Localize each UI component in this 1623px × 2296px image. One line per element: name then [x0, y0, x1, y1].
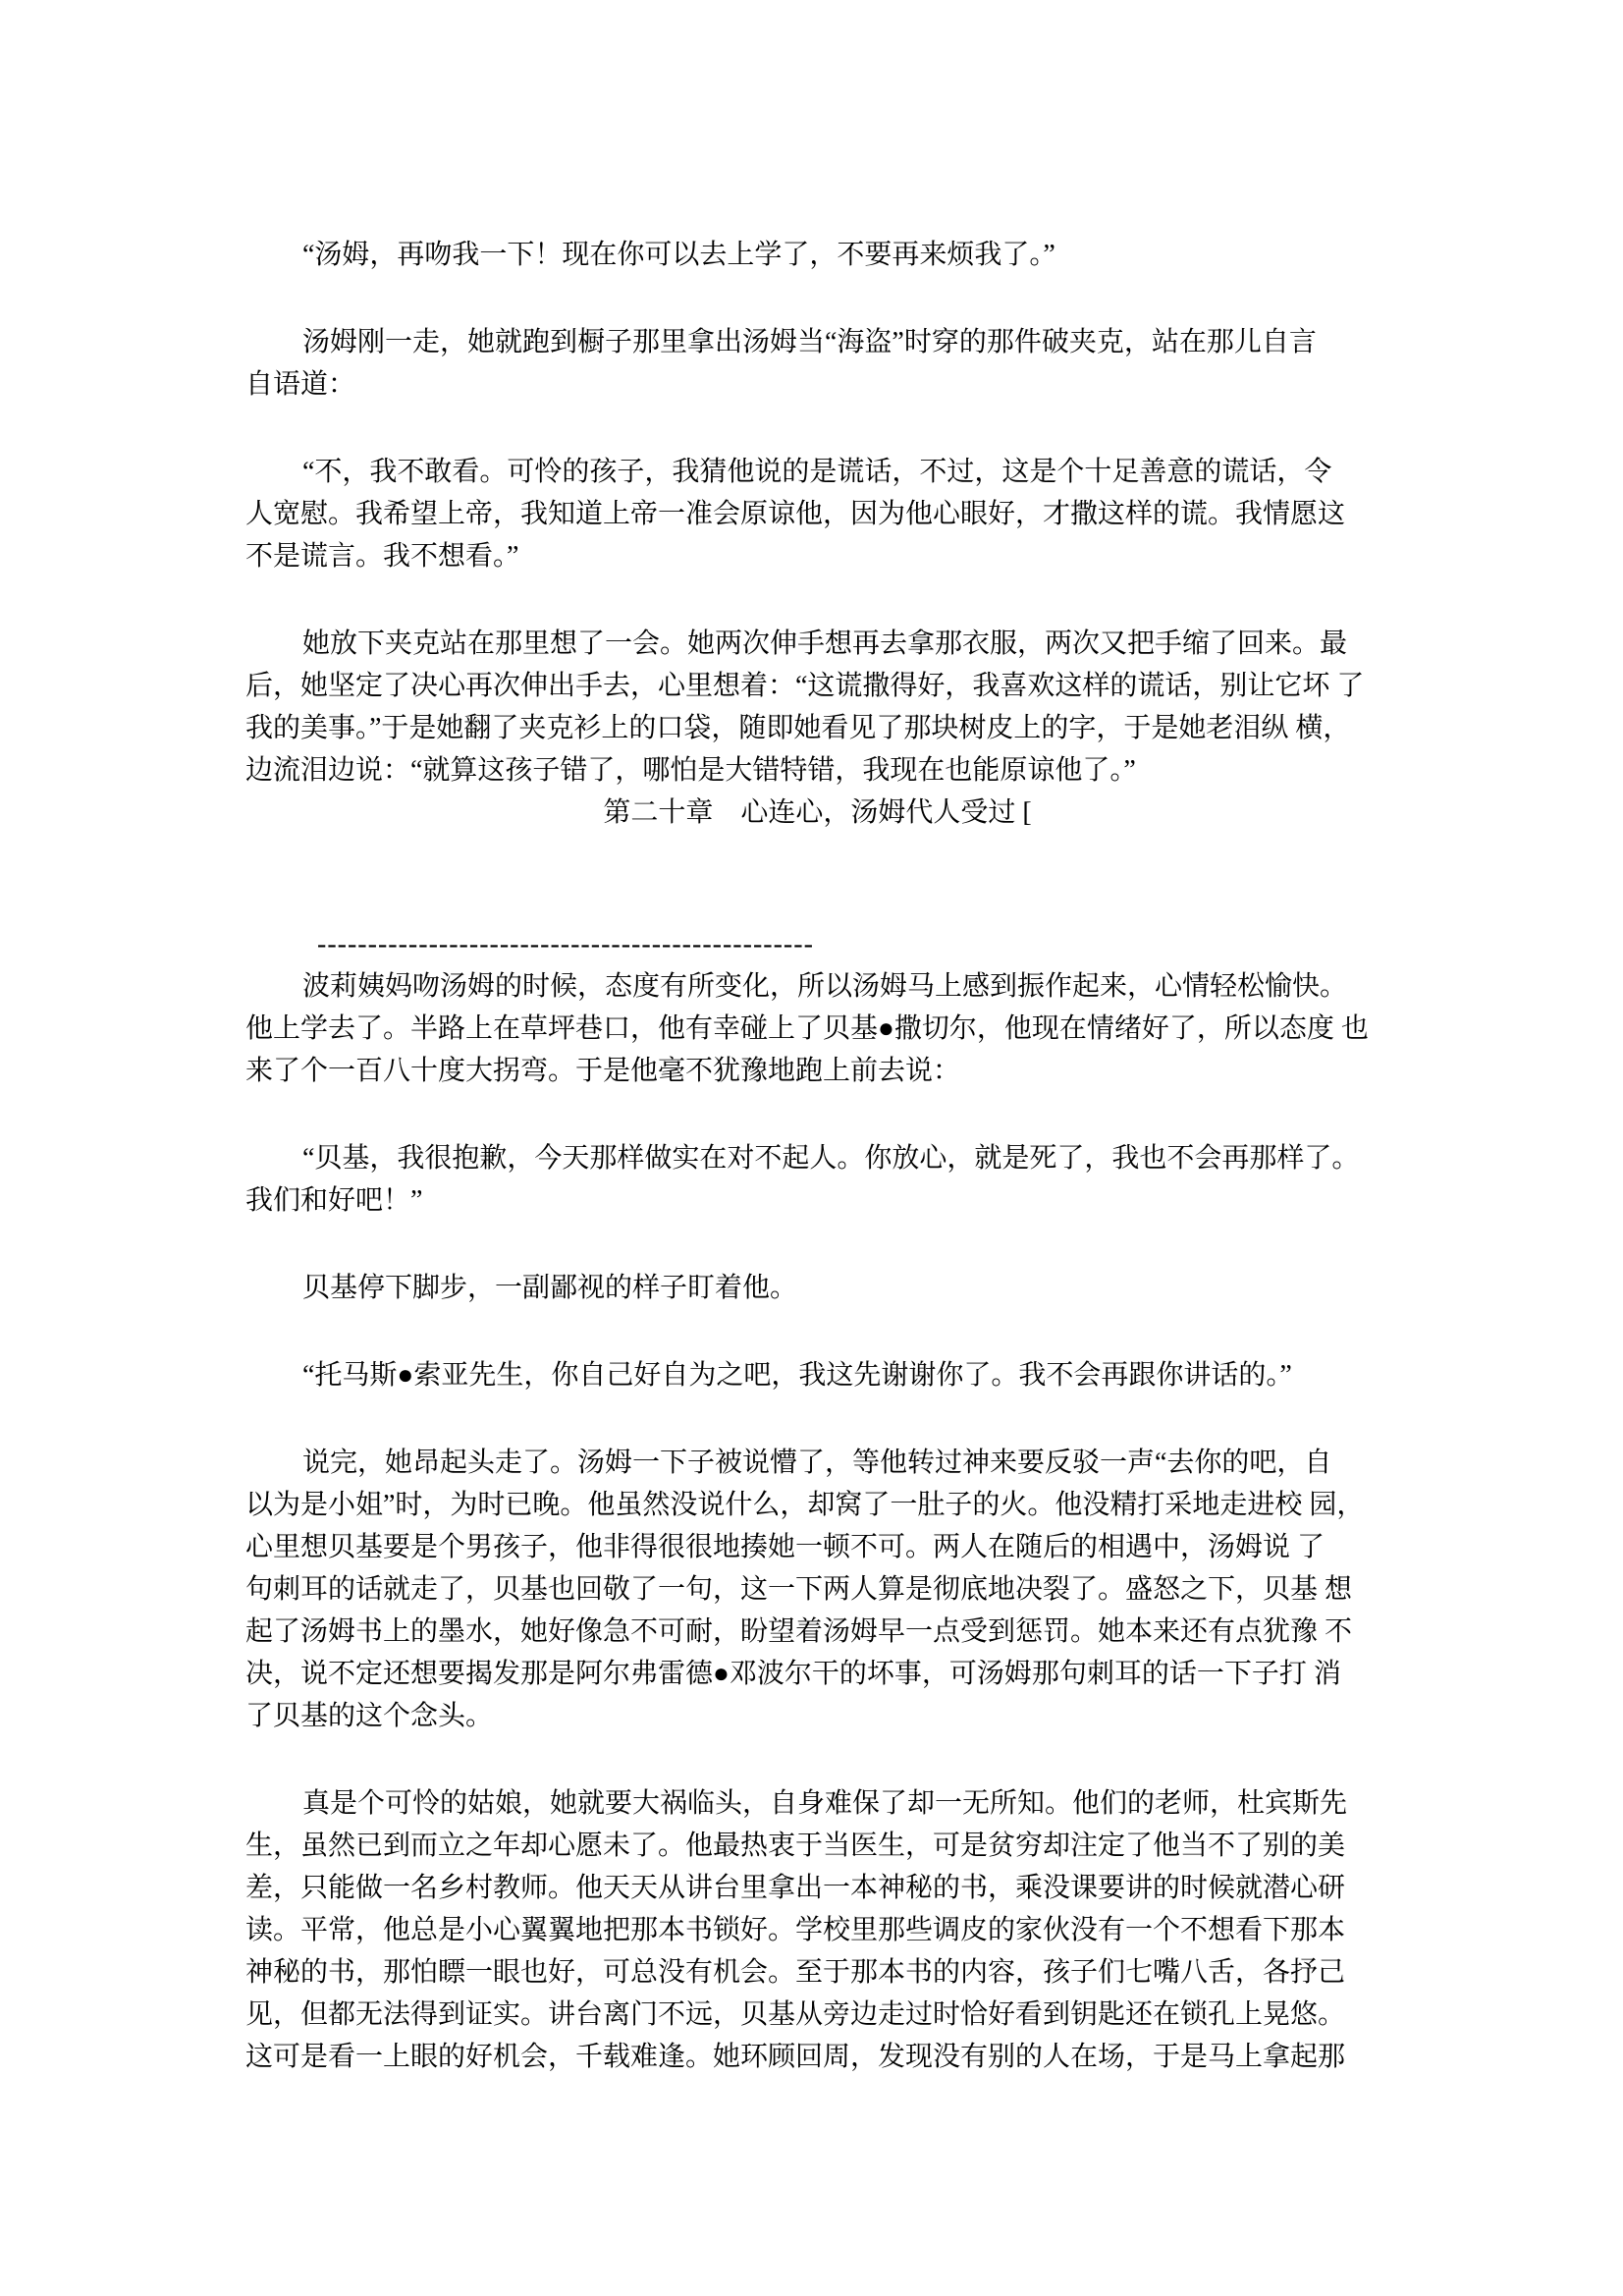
paragraph: [245, 1137, 1389, 1222]
text-line: 我们和好吧！”: [245, 1185, 423, 1216]
text-line: 神秘的书，那怕瞟一眼也好，可总没有机会。至于那本书的内容，孩子们七嘴八舌，各抒己: [245, 1957, 1346, 1988]
text-line: 来了个一百八十度大拐弯。于是他毫不犹豫地跑上前去说：: [245, 1056, 961, 1086]
text-line: 后，她坚定了决心再次伸出手去，心里想着：“这谎撒得好，我喜欢这样的谎话，别让它坏 了: [245, 671, 1365, 701]
text-line: 不是谎言。我不想看。”: [245, 541, 519, 572]
text-line: 这可是看一上眼的好机会，千载难逢。她环顾回周，发现没有别的人在场，于是马上拿起那: [245, 2042, 1346, 2072]
text-line: 他上学去了。半路上在草坪巷口，他有幸碰上了贝基●撒切尔，他现在情绪好了，所以态度 也: [245, 1013, 1369, 1044]
text-line: 以为是小姐”时，为时已晚。他虽然没说什么，却窝了一肚子的火。他没精打采地走进校 园，: [245, 1490, 1365, 1520]
text-line: “贝基，我很抱歉，今天那样做实在对不起人。你放心，就是死了，我也不会再那样了。: [302, 1143, 1360, 1174]
text-line: 差，只能做一名乡村教师。他天天从讲台里拿出一本神秘的书，乘没课要讲的时候就潜心研: [245, 1873, 1346, 1903]
paragraph: [245, 1442, 1389, 1737]
text-line: 人宽慰。我希望上帝，我知道上帝一准会原谅他，因为他心眼好，才撒这样的谎。我情愿这: [245, 499, 1346, 529]
separator-line: -------------------------------------------------: [317, 929, 814, 959]
text-line: 决，说不定还想要揭发那是阿尔弗雷德●邓波尔干的坏事，可汤姆那句刺耳的话一下子打 消: [245, 1659, 1341, 1689]
text-line: 起了汤姆书上的墨水，她好像急不可耐，盼望着汤姆早一点受到惩罚。她本来还有点犹豫 不: [245, 1616, 1353, 1647]
text-line: 汤姆刚一走，她就跑到橱子那里拿出汤姆当“海盗”时穿的那件破夹克，站在那儿自言: [302, 327, 1317, 357]
text-line: “不，我不敢看。可怜的孩子，我猜他说的是谎话，不过，这是个十足善意的谎话，令: [302, 457, 1332, 487]
text-line: 我的美事。”于是她翻了夹克衫上的口袋，随即她看见了那块树皮上的字，于是她老泪纵 横，: [245, 713, 1351, 743]
text-line: 波莉姨妈吻汤姆的时候，态度有所变化，所以汤姆马上感到振作起来，心情轻松愉快。: [302, 971, 1348, 1002]
text-line: 见，但都无法得到证实。讲台离门不远，贝基从旁边走过时恰好看到钥匙还在锁孔上晃悠。: [245, 1999, 1346, 2030]
paragraph: [245, 965, 1389, 1092]
text-line: “汤姆，再吻我一下！现在你可以去上学了，不要再来烦我了。”: [302, 240, 1055, 270]
text-line: 边流泪边说：“就算这孩子错了，哪怕是大错特错，我现在也能原谅他了。”: [245, 755, 1136, 786]
text-line: 句刺耳的话就走了，贝基也回敬了一句，这一下两人算是彻底地决裂了。盛怒之下，贝基 想: [245, 1574, 1353, 1605]
text-line: 心里想贝基要是个男孩子，他非得很很地揍她一顿不可。两人在随后的相遇中，汤姆说 了: [245, 1532, 1325, 1562]
text-line: 生，虽然已到而立之年却心愿未了。他最热衷于当医生，可是贫穷却注定了他当不了别的美: [245, 1831, 1346, 1861]
chapter-heading: 第二十章 心连心，汤姆代人受过 [: [603, 797, 1032, 828]
text-line: 她放下夹克站在那里想了一会。她两次伸手想再去拿那衣服，两次又把手缩了回来。最: [302, 629, 1348, 659]
text-line: “托马斯●索亚先生，你自己好自为之吧，我这先谢谢你了。我不会再跟你讲话的。”: [302, 1360, 1292, 1391]
paragraph: [245, 451, 1389, 577]
text-line: 了贝基的这个念头。: [245, 1701, 494, 1731]
paragraph: [245, 1782, 1389, 2078]
text-line: 真是个可怜的姑娘，她就要大祸临头，自身难保了却一无所知。他们的老师，杜宾斯先: [302, 1788, 1348, 1819]
text-line: 说完，她昂起头走了。汤姆一下子被说懵了，等他转过神来要反驳一声“去你的吧，自: [302, 1448, 1332, 1478]
text-line: 贝基停下脚步，一副鄙视的样子盯着他。: [302, 1273, 798, 1303]
paragraph: [245, 321, 1389, 406]
text-line: 读。平常，他总是小心翼翼地把那本书锁好。学校里那些调皮的家伙没有一个不想看下那本: [245, 1915, 1346, 1945]
text-line: 自语道：: [245, 369, 356, 400]
paragraph: [245, 1354, 1389, 1396]
paragraph: [245, 623, 1389, 792]
paragraph: [245, 234, 1389, 276]
paragraph: [245, 1267, 1389, 1309]
